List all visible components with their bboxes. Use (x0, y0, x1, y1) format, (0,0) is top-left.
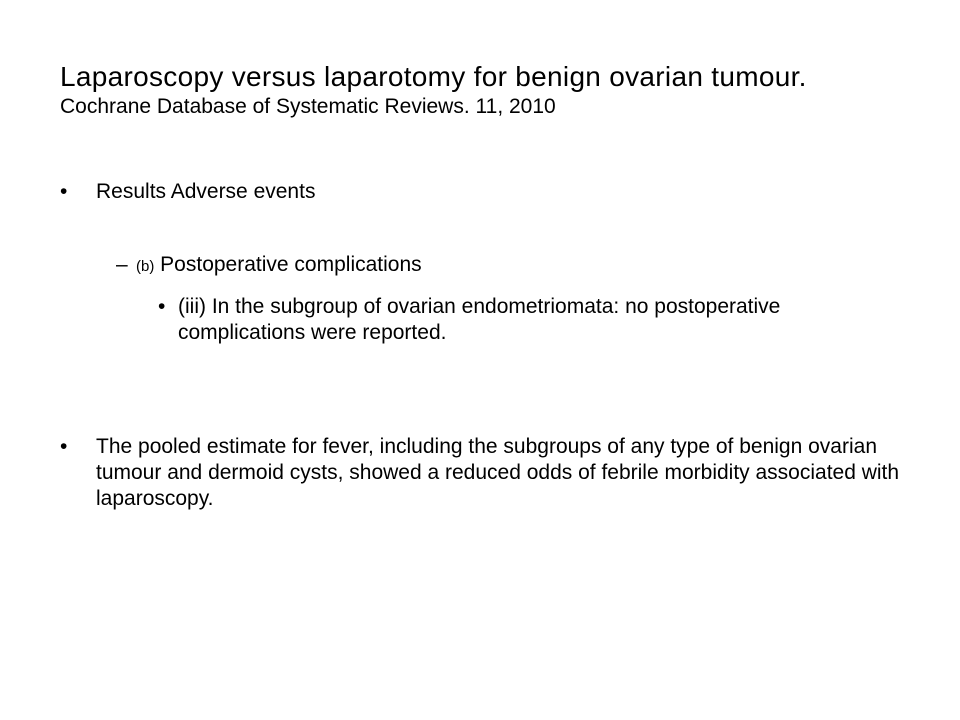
bullet-marker: • (158, 295, 166, 318)
slide-subtitle: Cochrane Database of Systematic Reviews. 11, 2010 (60, 95, 556, 118)
bullet-marker: • (60, 435, 68, 458)
bullet-text: The pooled estimate for fever, including the subgroups of any type of benign ovarian tumour and dermoid cysts, showed a reduced odds of febrile morbidity associated with laparoscopy. (96, 435, 900, 510)
sub-bullet-postoperative-complications (116, 252, 916, 280)
title-block (60, 60, 920, 120)
sub-bullet-prefix: (b) (136, 258, 155, 275)
bullet-pooled-estimate (60, 434, 920, 512)
bullet-text: Results Adverse events (96, 180, 316, 203)
bullet-results-adverse-events (60, 179, 920, 205)
sub-sub-bullet-endometriomata (158, 294, 858, 346)
sub-bullet-text: Postoperative complications (154, 253, 422, 276)
bullet-marker: • (60, 180, 68, 203)
slide-title: Laparoscopy versus laparotomy for benign ovarian tumour. (60, 61, 807, 92)
bullet-text: (iii) In the subgroup of ovarian endometriomata: no postoperative complications were reported. (178, 295, 781, 344)
sub-bullet-content (136, 252, 916, 280)
dash-marker: – (116, 253, 128, 276)
